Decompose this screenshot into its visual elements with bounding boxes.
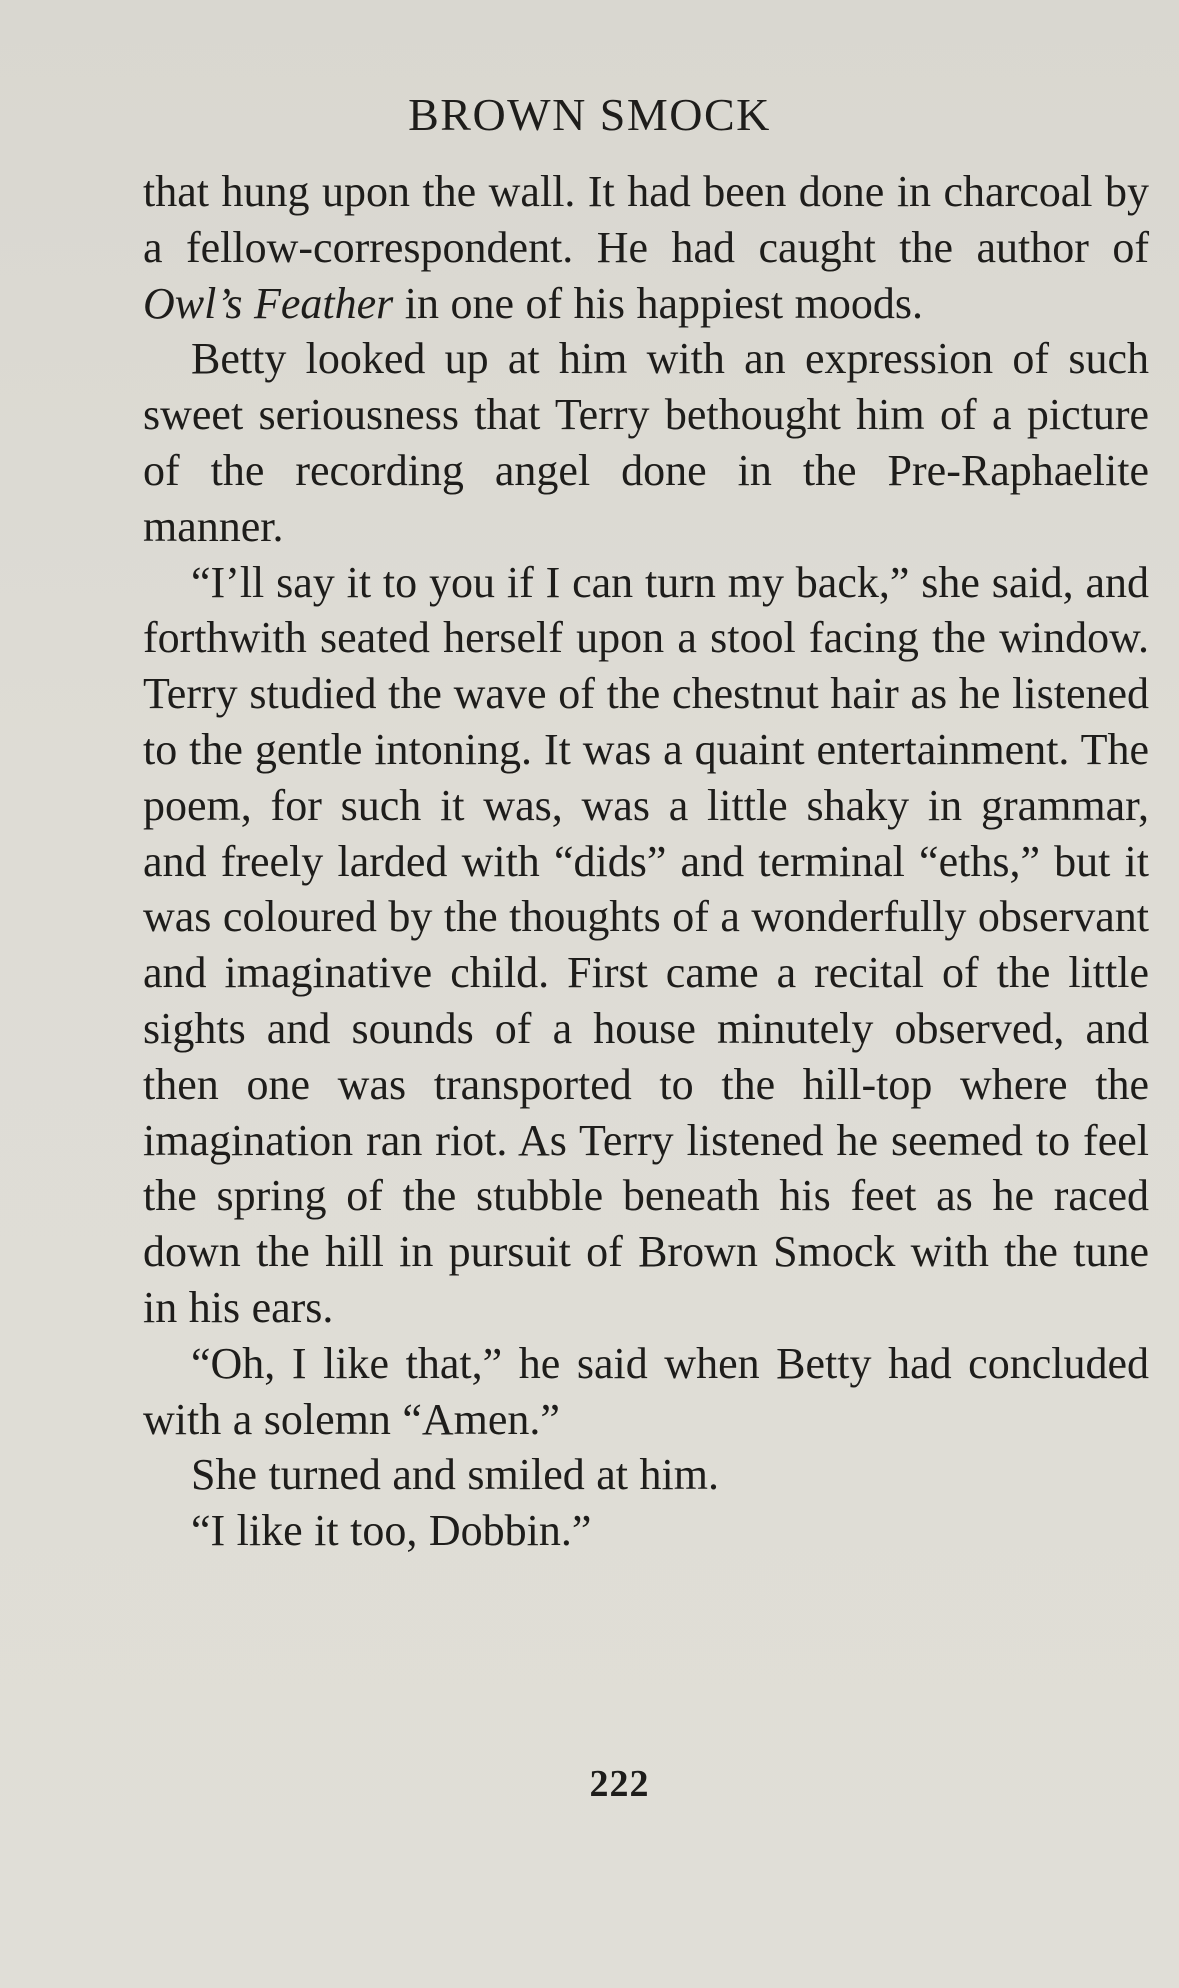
text-run: She turned and smiled at him. [191, 1450, 719, 1500]
text-run: Betty looked up at him with an expression of such sweet seriousness that Terry bethought him of a picture of the recording angel done in the Pre-Raphaelite manner. [143, 334, 1149, 551]
body-text [143, 164, 1149, 1559]
paragraph [143, 1503, 1149, 1559]
page-number: 222 [589, 1763, 650, 1805]
text-run: “I like it too, Dobbin.” [191, 1506, 592, 1556]
paragraph [143, 1336, 1149, 1448]
running-head: BROWN SMOCK [408, 89, 771, 140]
text-run: that hung upon the wall. It had been done in charcoal by a fellow-correspondent. He had caught the author of [143, 167, 1149, 272]
paragraph [143, 1447, 1149, 1503]
paragraph [143, 331, 1149, 554]
text-run: “I’ll say it to you if I can turn my back,” she said, and forthwith seated herself upon a stool facing the window. Terry studied the wave of the chestnut hair as he listened to the gentle intoning. It was a quaint entertainment. The poem, for such it was, was a little shaky in grammar, and freely larded with “dids” and terminal “eths,” but it was coloured by the thoughts of a wonderfully observant and imaginative child. First came a recital of the little sights and sounds of a house minutely observed, and then one was transported to the hill-top where the imagination ran riot. As Terry listened he seemed to feel the spring of the stubble beneath his feet as he raced down the hill in pursuit of Brown Smock with the tune in his ears. [143, 557, 1149, 1332]
paragraph [143, 555, 1149, 1336]
paragraph [143, 164, 1149, 331]
book-title-italic: Owl’s Feather [143, 278, 394, 328]
text-run: “Oh, I like that,” he said when Betty had concluded with a solemn “Amen.” [143, 1338, 1149, 1444]
text-run: in one of his happiest moods. [393, 278, 923, 328]
